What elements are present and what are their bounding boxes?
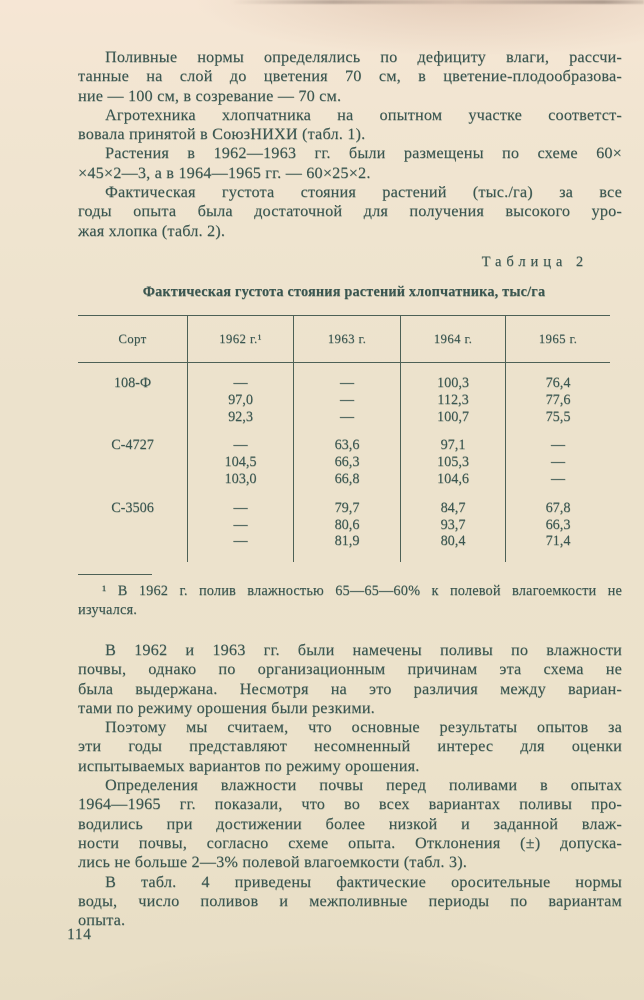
table-column-body <box>78 363 187 550</box>
table-value-cell: — <box>339 408 355 425</box>
table-value-cell: 66,8 <box>334 470 360 487</box>
text-line: Агротехника хлопчатника на опытном участке соответст- <box>105 105 622 124</box>
table-variety-cell: С-3506 <box>111 499 154 516</box>
text-line: Фактическая густота стояния растений (тыс./га) за все <box>105 183 622 202</box>
table-header-cell: Сорт <box>78 316 187 363</box>
table-value-cell: 84,7 <box>440 499 466 516</box>
table-header-cell: 1965 г. <box>506 316 610 363</box>
table-row-group <box>188 375 293 425</box>
table-footnote <box>78 582 622 620</box>
paragraph <box>78 582 622 620</box>
table-value-cell: 80,6 <box>334 516 360 533</box>
table-variety-cell <box>78 392 187 409</box>
text-line: лись не больше 2—3% полевой влагоемкости (табл. 3). <box>78 853 468 872</box>
table-value-cell: 77,6 <box>545 391 571 408</box>
table-variety-cell: 108-Ф <box>113 375 152 391</box>
table-value-cell: 66,3 <box>545 516 571 533</box>
table-value-cell: — <box>233 375 248 391</box>
table-value-cell: 67,8 <box>545 499 571 516</box>
table-row-group <box>188 500 293 550</box>
table-value-cell: — <box>233 516 248 533</box>
table-value-cell: 112,3 <box>437 391 469 408</box>
text-line: Растения в 1962—1963 гг. были размещены по схеме 60× <box>105 144 622 163</box>
table-label: Таблица 2 <box>481 254 588 270</box>
table-header-cell: 1964 г. <box>401 316 505 363</box>
text-line: опыта. <box>78 911 126 930</box>
table-value-cell: 81,9 <box>334 533 360 550</box>
paragraph <box>78 144 622 183</box>
table-value-cell: 75,5 <box>545 408 571 425</box>
text-line: эти годы представляют несомненный интерес для оценки <box>78 737 622 756</box>
table-variety-cell: С-4727 <box>111 437 154 454</box>
table-value-cell: 104,5 <box>224 454 257 471</box>
table-value-cell: 100,7 <box>437 408 469 425</box>
table-row-group <box>506 500 610 550</box>
table-row-group <box>294 437 400 487</box>
body-text-bottom <box>78 641 622 930</box>
table-value-cell: 104,6 <box>437 470 469 487</box>
table-column <box>187 316 293 562</box>
table-row-group <box>401 375 505 425</box>
table-header-cell: 1963 г. <box>294 316 400 363</box>
paragraph <box>78 106 622 145</box>
table-value-cell: 71,4 <box>545 533 571 550</box>
table-row-group <box>78 375 187 425</box>
table-variety-cell <box>78 409 187 426</box>
table-row-group <box>78 500 187 550</box>
table-value-cell: — <box>339 391 355 408</box>
table-value-cell: 76,4 <box>545 375 571 391</box>
paragraph <box>78 776 622 872</box>
body-text-top <box>78 48 622 241</box>
table-row-group <box>506 375 610 425</box>
table-variety-cell <box>78 454 187 471</box>
table-value-cell: 97,1 <box>440 437 466 454</box>
table-value-cell: 105,3 <box>437 454 469 471</box>
table-value-cell: 66,3 <box>334 454 360 471</box>
table-row-group <box>294 500 400 550</box>
table-variety-cell <box>78 517 187 534</box>
text-line: водились при достижении более низкой и заданной влаж- <box>78 814 622 833</box>
density-table <box>78 315 610 561</box>
paragraph <box>78 718 622 776</box>
text-line: вовала принятой в СоюзНИХИ (табл. 1). <box>78 125 366 144</box>
text-line: ¹ В 1962 г. полив влажностью 65—65—60% к полевой влагоемкости не <box>102 583 622 599</box>
table-value-cell: 103,0 <box>224 470 257 487</box>
text-line: Определения влажности почвы перед поливами в опытах <box>105 776 622 795</box>
table-column <box>505 316 610 562</box>
table-value-cell: 100,3 <box>437 375 469 391</box>
footnote-separator <box>78 574 152 575</box>
table-value-cell: 97,0 <box>228 391 253 408</box>
table-value-cell: — <box>339 375 355 391</box>
table-row-group <box>294 375 400 425</box>
text-line: В 1962 и 1963 гг. были намечены поливы по влажности <box>105 641 622 659</box>
text-line: В табл. 4 приведены фактические оросительные нормы <box>105 872 622 891</box>
text-line: Поливные нормы определялись по дефициту влаги, рассчи- <box>105 48 622 66</box>
text-line: ние — 100 см, в созревание — 70 см. <box>78 86 342 105</box>
table-column-body <box>188 363 293 550</box>
table-value-cell: — <box>233 437 248 454</box>
table-value-cell: 92,3 <box>228 408 253 425</box>
text-line: изучался. <box>78 602 137 618</box>
text-line: танные на слой до цветения 70 см, в цветение-плодообразова- <box>78 67 622 86</box>
paragraph <box>78 641 622 718</box>
table-variety-cell <box>78 471 187 488</box>
table-row-group <box>188 437 293 487</box>
text-line: ности почвы, согласно схеме опыта. Отклонения (±) допуска- <box>78 833 622 852</box>
text-line: 1964—1965 гг. показали, что во всех вариантах поливы про- <box>78 795 622 814</box>
text-line: годы опыта была достаточной для получения высокого уро- <box>78 202 622 221</box>
table-column <box>400 316 505 562</box>
table-row-group <box>401 437 505 487</box>
text-line: жая хлопка (табл. 2). <box>78 221 226 240</box>
table-value-cell: — <box>550 437 566 454</box>
table-row-group <box>78 437 187 487</box>
table-row-group <box>506 437 610 487</box>
table-value-cell: 80,4 <box>440 533 466 550</box>
table-header-cell: 1962 г.¹ <box>188 316 293 363</box>
paragraph <box>78 48 622 106</box>
text-line: была выдержана. Несмотря на это различия между вариан- <box>78 679 622 698</box>
paragraph <box>78 183 622 241</box>
paragraph <box>78 873 622 931</box>
table-value-cell: 79,7 <box>334 499 360 516</box>
text-line: воды, число поливов и межполивные периоды по вариантам <box>78 891 622 910</box>
table-column <box>293 316 400 562</box>
table-value-cell: — <box>550 470 566 487</box>
table-value-cell: — <box>233 499 248 516</box>
table-variety-cell <box>78 533 187 550</box>
text-line: испытываемых вариантов по режиму орошения. <box>78 756 420 775</box>
text-line: Поэтому мы считаем, что основные результаты опытов за <box>105 718 622 737</box>
table-value-cell: — <box>550 454 566 471</box>
text-line: почвы, однако по организационным причинам эта схема не <box>78 660 622 679</box>
table-column <box>78 316 187 562</box>
table-column-body <box>401 363 505 550</box>
text-line: ×45×2—3, а в 1964—1965 гг. — 60×25×2. <box>78 163 371 182</box>
text-line: тами по режиму орошения были резкими. <box>78 698 375 717</box>
table-row-group <box>401 500 505 550</box>
table-column-body <box>294 363 400 550</box>
table-column-body <box>506 363 610 550</box>
table-value-cell: — <box>233 533 248 550</box>
table-value-cell: 93,7 <box>440 516 466 533</box>
table-title: Фактическая густота стояния растений хлопчатника, тыс/га <box>142 284 546 300</box>
table-value-cell: 63,6 <box>334 437 360 454</box>
page-number: 114 <box>67 926 92 943</box>
